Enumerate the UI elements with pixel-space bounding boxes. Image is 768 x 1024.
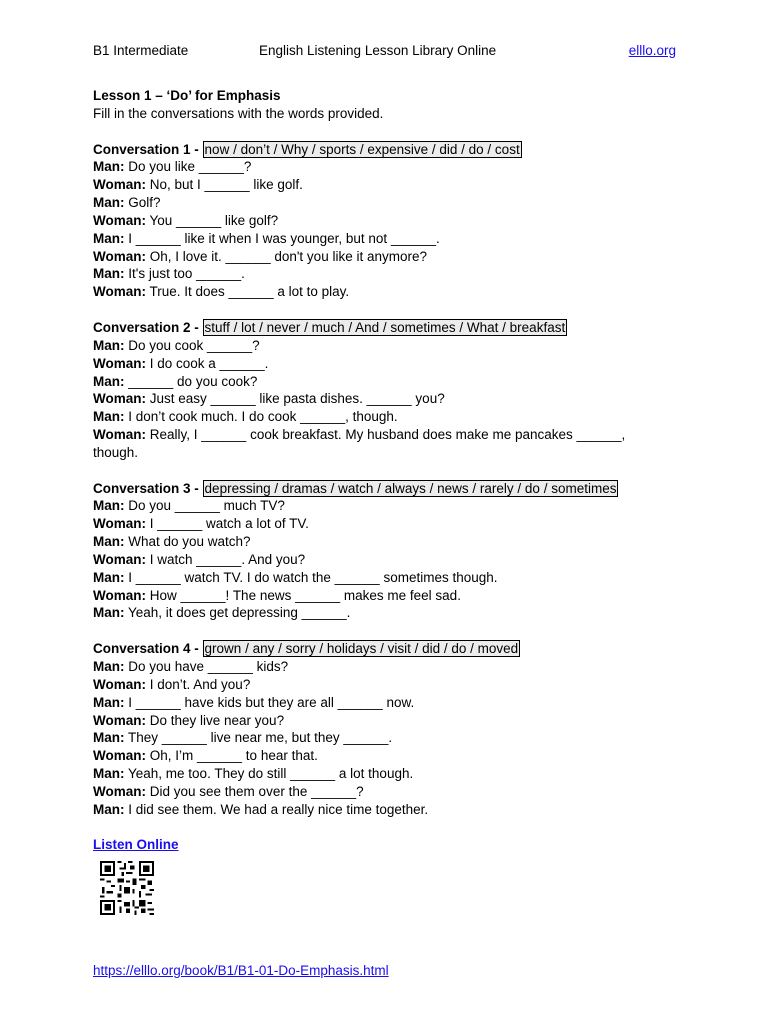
conversation-heading: Conversation 2 - stuff / lot / never / much / And / sometimes / What / breakfast [93,319,566,335]
dialogue-line: Man: I ______ like it when I was younger, but not ______. [93,230,440,246]
dialogue-line: Woman: You ______ like golf? [93,212,279,228]
conversation-heading: Conversation 4 - grown / any / sorry / holidays / visit / did / do / moved [93,641,519,657]
conversation-heading: Conversation 1 - now / don’t / Why / sports / expensive / did / do / cost [93,141,520,157]
dialogue-line: Man: Yeah, it does get depressing ______. [93,605,351,621]
dialogue-line: Woman: True. It does ______ a lot to play. [93,284,350,300]
conversation-3 [93,480,683,623]
dialogue-line: Woman: I watch ______. And you? [93,551,306,567]
dialogue-line: Man: Do you cook ______? [93,337,260,353]
dialogue-line: Man: What do you watch? [93,534,251,550]
dialogue-line: Woman: Do they live near you? [93,712,285,728]
dialogue-line: Man: Do you have ______ kids? [93,659,289,674]
worksheet [93,87,683,918]
dialogue-line: Woman: Really, I ______ cook breakfast. My husband does make me pancakes ______, though. [93,427,626,460]
word-bank: stuff / lot / never / much / And / sometimes / What / breakfast [204,319,566,335]
dialogue-line: Man: They ______ live near me, but they ______. [93,730,393,746]
site-link[interactable]: elllo.org [628,43,676,58]
word-bank: depressing / dramas / watch / always / news / rarely / do / sometimes [204,480,617,496]
dialogue-line: Woman: Oh, I love it. ______ don't you like it anymore? [93,248,427,264]
page-header [93,43,676,61]
conversation-1 [93,141,683,302]
word-bank: now / don’t / Why / sports / expensive / did / do / cost [204,141,520,157]
dialogue-line: Man: It's just too ______. [93,266,245,282]
dialogue-line: Man: I did see them. We had a really nice time together. [93,801,429,817]
header-title: English Listening Lesson Library Online [259,43,497,58]
dialogue-line: Woman: Oh, I’m ______ to hear that. [93,748,318,764]
conversation-4 [93,640,683,818]
dialogue-line: Woman: How ______! The news ______ makes me feel sad. [93,587,461,603]
instructions: Fill in the conversations with the words provided. [93,105,384,121]
dialogue-line: Man: ______ do you cook? [93,373,258,389]
word-bank: grown / any / sorry / holidays / visit / did / do / moved [204,641,519,657]
dialogue-line: Woman: I don’t. And you? [93,676,251,692]
dialogue-line: Man: I don’t cook much. I do cook ______, though. [93,409,398,425]
dialogue-line: Man: Do you like ______? [93,159,252,175]
dialogue-line: Man: Yeah, me too. They do still ______ a lot though. [93,766,414,782]
dialogue-line: Man: I ______ have kids but they are all ______ now. [93,694,415,710]
dialogue-line: Woman: No, but I ______ like golf. [93,177,303,193]
conversation-heading: Conversation 3 - depressing / dramas / watch / always / news / rarely / do / sometimes [93,480,617,496]
dialogue-line: Woman: I ______ watch a lot of TV. [93,516,309,532]
lesson-url-link[interactable]: https://elllo.org/book/B1/B1-01-Do-Emphasis.html [93,963,389,978]
qr-code-icon[interactable] [100,861,154,915]
dialogue-line: Man: Golf? [93,195,161,211]
dialogue-line: Man: Do you ______ much TV? [93,498,285,514]
conversation-2 [93,319,683,462]
dialogue-line: Man: I ______ watch TV. I do watch the ______ sometimes though. [93,569,498,585]
lesson-title: Lesson 1 – ‘Do’ for Emphasis [93,88,281,103]
dialogue-line: Woman: Just easy ______ like pasta dishes. ______ you? [93,391,445,407]
level-label: B1 Intermediate [93,43,189,58]
dialogue-line: Woman: I do cook a ______. [93,355,269,371]
dialogue-line: Woman: Did you see them over the ______? [93,783,364,799]
listen-online-link[interactable]: Listen Online [93,837,179,853]
